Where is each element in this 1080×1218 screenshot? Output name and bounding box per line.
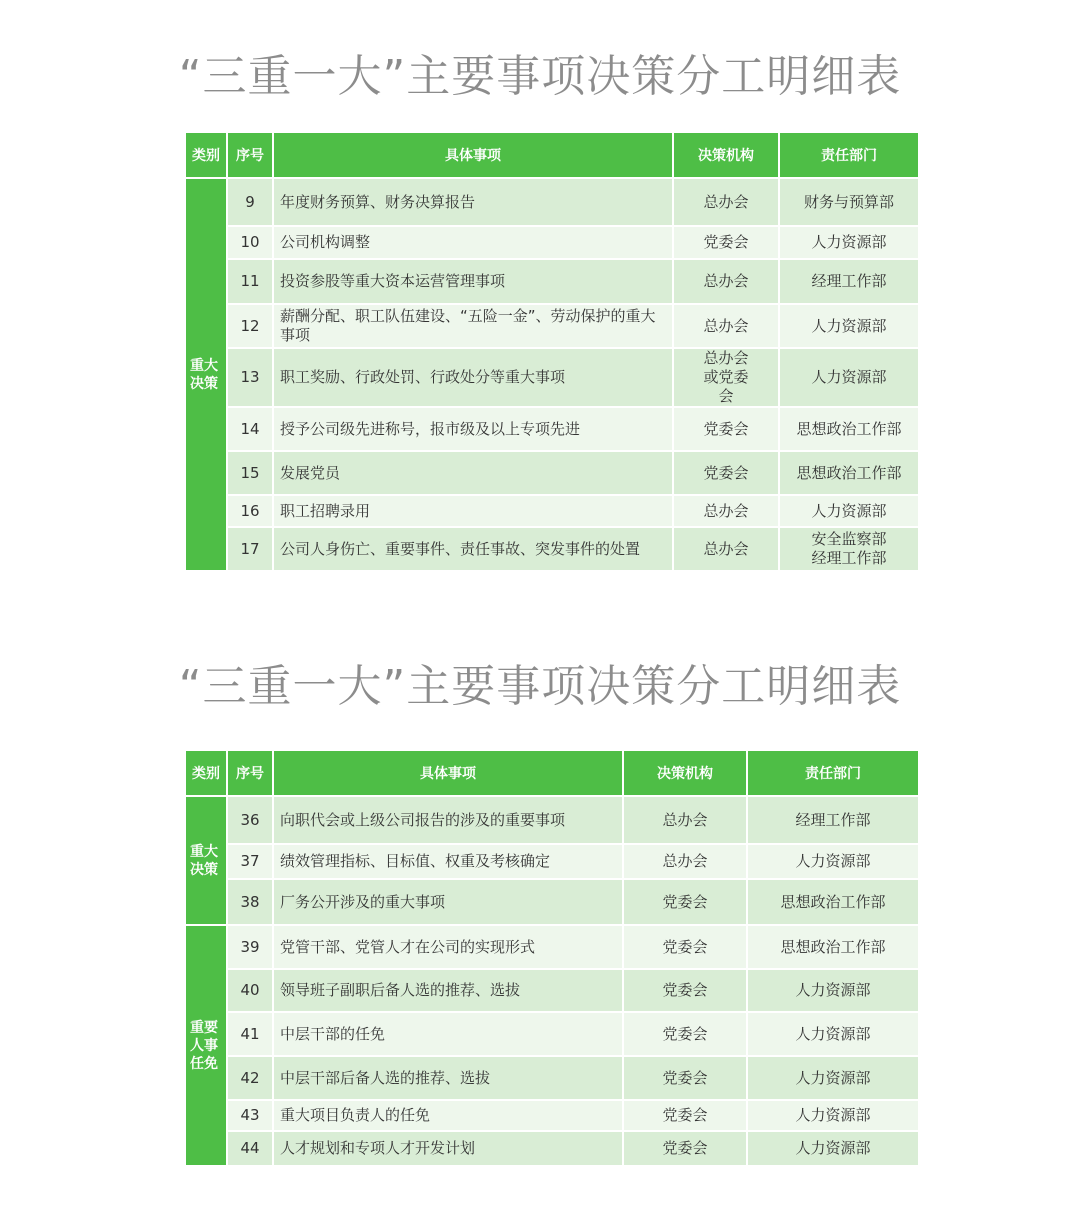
table-row — [185, 1056, 919, 1100]
header-item: 具体事项 — [273, 132, 673, 178]
header-category: 类别 — [185, 750, 227, 796]
row-item: 重大项目负责人的任免 — [273, 1100, 623, 1131]
table2-title: “三重一大”主要事项决策分工明细表 — [178, 661, 902, 712]
row-item: 薪酬分配、职工队伍建设、“五险一金”、劳动保护的重大事项 — [273, 304, 673, 348]
category-cell: 重大决策 — [185, 796, 227, 925]
row-no: 36 — [227, 796, 273, 844]
row-dept: 人力资源部 — [779, 304, 919, 348]
table-row — [185, 1131, 919, 1166]
row-body: 党委会 — [673, 407, 779, 451]
row-dept: 人力资源部 — [747, 1056, 919, 1100]
row-body: 总办会 — [673, 304, 779, 348]
category-cell: 重要人事任免 — [185, 925, 227, 1166]
row-body: 总办会 — [623, 844, 747, 879]
header-row — [185, 132, 919, 178]
row-dept: 人力资源部 — [747, 1131, 919, 1166]
table-row — [185, 348, 919, 407]
header-no: 序号 — [227, 750, 273, 796]
table1-title: “三重一大”主要事项决策分工明细表 — [178, 51, 902, 102]
row-body: 党委会 — [623, 1056, 747, 1100]
table-row — [185, 451, 919, 495]
row-dept: 人力资源部 — [779, 495, 919, 527]
row-no: 9 — [227, 178, 273, 226]
row-body: 总办会 — [623, 796, 747, 844]
header-dept: 责任部门 — [779, 132, 919, 178]
table-row — [185, 925, 919, 969]
row-no: 37 — [227, 844, 273, 879]
row-no: 14 — [227, 407, 273, 451]
row-item: 人才规划和专项人才开发计划 — [273, 1131, 623, 1166]
row-no: 42 — [227, 1056, 273, 1100]
table-row — [185, 259, 919, 304]
row-no: 40 — [227, 969, 273, 1012]
row-body: 总办会 — [673, 178, 779, 226]
row-item: 中层干部的任免 — [273, 1012, 623, 1056]
row-item: 投资参股等重大资本运营管理事项 — [273, 259, 673, 304]
row-dept: 思想政治工作部 — [747, 879, 919, 925]
table-row — [185, 1100, 919, 1131]
row-body: 总办会 — [673, 495, 779, 527]
row-item: 公司机构调整 — [273, 226, 673, 259]
table-row — [185, 527, 919, 571]
row-item: 职工招聘录用 — [273, 495, 673, 527]
row-body: 党委会 — [673, 451, 779, 495]
row-no: 39 — [227, 925, 273, 969]
row-body: 总办会 — [673, 527, 779, 571]
row-no: 38 — [227, 879, 273, 925]
row-dept: 思想政治工作部 — [779, 407, 919, 451]
row-dept: 财务与预算部 — [779, 178, 919, 226]
row-dept: 人力资源部 — [747, 1012, 919, 1056]
row-dept: 思想政治工作部 — [779, 451, 919, 495]
row-no: 10 — [227, 226, 273, 259]
row-body: 党委会 — [623, 1100, 747, 1131]
row-item: 发展党员 — [273, 451, 673, 495]
row-no: 16 — [227, 495, 273, 527]
row-body: 党委会 — [623, 969, 747, 1012]
header-category: 类别 — [185, 132, 227, 178]
row-no: 11 — [227, 259, 273, 304]
row-body: 党委会 — [623, 925, 747, 969]
table-row — [185, 304, 919, 348]
row-body: 党委会 — [623, 1131, 747, 1166]
row-no: 44 — [227, 1131, 273, 1166]
table-row — [185, 844, 919, 879]
row-item: 绩效管理指标、目标值、权重及考核确定 — [273, 844, 623, 879]
row-item: 年度财务预算、财务决算报告 — [273, 178, 673, 226]
row-no: 17 — [227, 527, 273, 571]
table-row — [185, 407, 919, 451]
row-dept: 人力资源部 — [779, 226, 919, 259]
header-body: 决策机构 — [623, 750, 747, 796]
row-body: 党委会 — [623, 1012, 747, 1056]
header-row — [185, 750, 919, 796]
decision-table-1 — [184, 131, 920, 572]
row-no: 15 — [227, 451, 273, 495]
row-body: 总办会 — [673, 259, 779, 304]
table-row — [185, 969, 919, 1012]
row-no: 13 — [227, 348, 273, 407]
decision-table-2 — [184, 749, 920, 1167]
table-row — [185, 796, 919, 844]
table-row — [185, 879, 919, 925]
row-no: 41 — [227, 1012, 273, 1056]
category-cell: 重大决策 — [185, 178, 227, 571]
row-dept: 人力资源部 — [747, 1100, 919, 1131]
row-dept: 思想政治工作部 — [747, 925, 919, 969]
row-no: 43 — [227, 1100, 273, 1131]
row-dept: 经理工作部 — [779, 259, 919, 304]
table-row — [185, 178, 919, 226]
header-body: 决策机构 — [673, 132, 779, 178]
table-row — [185, 495, 919, 527]
table-row — [185, 226, 919, 259]
row-dept: 安全监察部经理工作部 — [779, 527, 919, 571]
header-no: 序号 — [227, 132, 273, 178]
row-dept: 人力资源部 — [779, 348, 919, 407]
row-item: 职工奖励、行政处罚、行政处分等重大事项 — [273, 348, 673, 407]
row-item: 中层干部后备人选的推荐、选拔 — [273, 1056, 623, 1100]
row-item: 向职代会或上级公司报告的涉及的重要事项 — [273, 796, 623, 844]
row-dept: 人力资源部 — [747, 844, 919, 879]
row-item: 党管干部、党管人才在公司的实现形式 — [273, 925, 623, 969]
row-dept: 人力资源部 — [747, 969, 919, 1012]
row-body: 总办会或党委会 — [673, 348, 779, 407]
header-item: 具体事项 — [273, 750, 623, 796]
table-row — [185, 1012, 919, 1056]
row-body: 党委会 — [673, 226, 779, 259]
row-item: 厂务公开涉及的重大事项 — [273, 879, 623, 925]
row-no: 12 — [227, 304, 273, 348]
row-body: 党委会 — [623, 879, 747, 925]
row-item: 领导班子副职后备人选的推荐、选拔 — [273, 969, 623, 1012]
row-dept: 经理工作部 — [747, 796, 919, 844]
header-dept: 责任部门 — [747, 750, 919, 796]
row-item: 公司人身伤亡、重要事件、责任事故、突发事件的处置 — [273, 527, 673, 571]
row-item: 授予公司级先进称号，报市级及以上专项先进 — [273, 407, 673, 451]
